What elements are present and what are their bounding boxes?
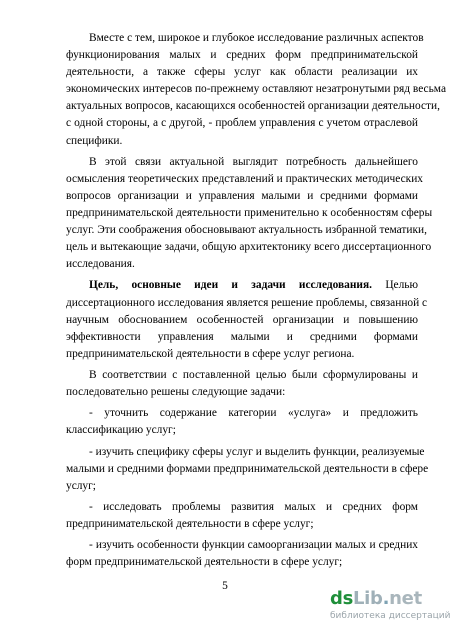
text-line <box>66 479 96 493</box>
text-line <box>66 517 314 531</box>
text-line <box>89 278 418 292</box>
line-text: вопросов организации и управления малыми и средними формами <box>66 190 418 202</box>
text-line <box>66 65 418 79</box>
text-line <box>66 99 440 113</box>
text-line <box>66 296 428 310</box>
text-line <box>66 347 354 361</box>
line-text: предпринимательской деятельности применительно к особенностям сферы <box>66 207 433 219</box>
line-text: деятельности, а также сферы услуг как области реализации их <box>66 66 418 78</box>
line-text: предпринимательской деятельности в сфере услуг; <box>66 518 314 530</box>
page-number: 5 <box>222 580 228 592</box>
text-line <box>66 330 418 344</box>
dslib-logo: dsLib.net <box>330 588 422 609</box>
line-text: исследования. <box>66 258 135 270</box>
line-text: эффективности управления малыми и средними формами <box>66 331 418 343</box>
dslib-watermark <box>330 589 448 629</box>
text-line <box>89 445 425 459</box>
line-text: услуг; <box>66 480 96 492</box>
line-text: экономических интересов по-прежнему оставляют незатронутыми ряд весьма <box>66 83 446 95</box>
text-line <box>66 189 418 203</box>
bold-heading: Цель, основные идеи и задачи исследования. <box>89 279 373 291</box>
line-text: форм предпринимательской деятельности в сфере услуг; <box>66 556 343 568</box>
text-line <box>66 423 176 437</box>
text-line <box>89 155 418 169</box>
text-line <box>66 206 433 220</box>
line-text: услуг. Эти соображения обосновывают актуальность избранной тематики, <box>66 224 427 236</box>
text-line <box>89 500 418 514</box>
text-line <box>66 134 122 148</box>
line-text: В соответствии с поставленной целью были сформулированы и <box>89 369 418 381</box>
line-text: Целью <box>372 279 418 291</box>
line-text: актуальных вопросов, касающихся особенностей организации деятельности, <box>66 100 440 112</box>
text-line <box>66 313 418 327</box>
line-text: - изучить специфику сферы услуг и выделить функции, реализуемые <box>89 446 425 458</box>
line-text: - уточнить содержание категории «услуга» и предложить <box>89 407 418 419</box>
text-line <box>66 82 446 96</box>
line-text: последовательно решены следующие задачи: <box>66 386 286 398</box>
line-text: специфики. <box>66 135 123 147</box>
line-text: с одной стороны, а с другой, - проблем управления с учетом отраслевой <box>66 117 418 129</box>
dslib-subtitle: библиотека диссертаций <box>330 611 450 621</box>
text-line <box>89 538 418 552</box>
text-line <box>89 31 424 45</box>
line-text: научным обоснованием особенностей организации и повышению <box>66 314 418 326</box>
text-line <box>89 406 418 420</box>
line-text: осмысления теоретических представлений и практических методических <box>66 173 423 185</box>
text-line <box>66 116 418 130</box>
line-text: - исследовать проблемы развития малых и средних форм <box>89 501 418 513</box>
text-line <box>66 385 285 399</box>
line-text: диссертационного исследования является решение проблемы, связанной с <box>66 297 428 309</box>
line-text: - изучить особенности функции самоорганизации малых и средних <box>89 539 418 551</box>
line-text: классификацию услуг; <box>66 424 176 436</box>
text-line <box>66 555 342 569</box>
text-line <box>89 368 418 382</box>
text-line <box>66 462 429 476</box>
text-line <box>66 223 427 237</box>
text-line <box>66 48 418 62</box>
line-text: цель и вытекающие задачи, общую архитектонику всего диссертационного <box>66 241 432 253</box>
line-text: В этой связи актуальной выглядит потребность дальнейшего <box>89 156 418 168</box>
text-line <box>66 257 135 271</box>
line-text: предпринимательской деятельности в сфере услуг региона. <box>66 348 355 360</box>
line-text: функционирования малых и средних форм предпринимательской <box>66 49 418 61</box>
text-line <box>66 240 432 254</box>
line-text: малыми и средними формами предпринимательской деятельности в сфере <box>66 463 429 475</box>
text-line <box>66 172 423 186</box>
line-text: Вместе с тем, широкое и глубокое исследование различных аспектов <box>89 32 424 44</box>
